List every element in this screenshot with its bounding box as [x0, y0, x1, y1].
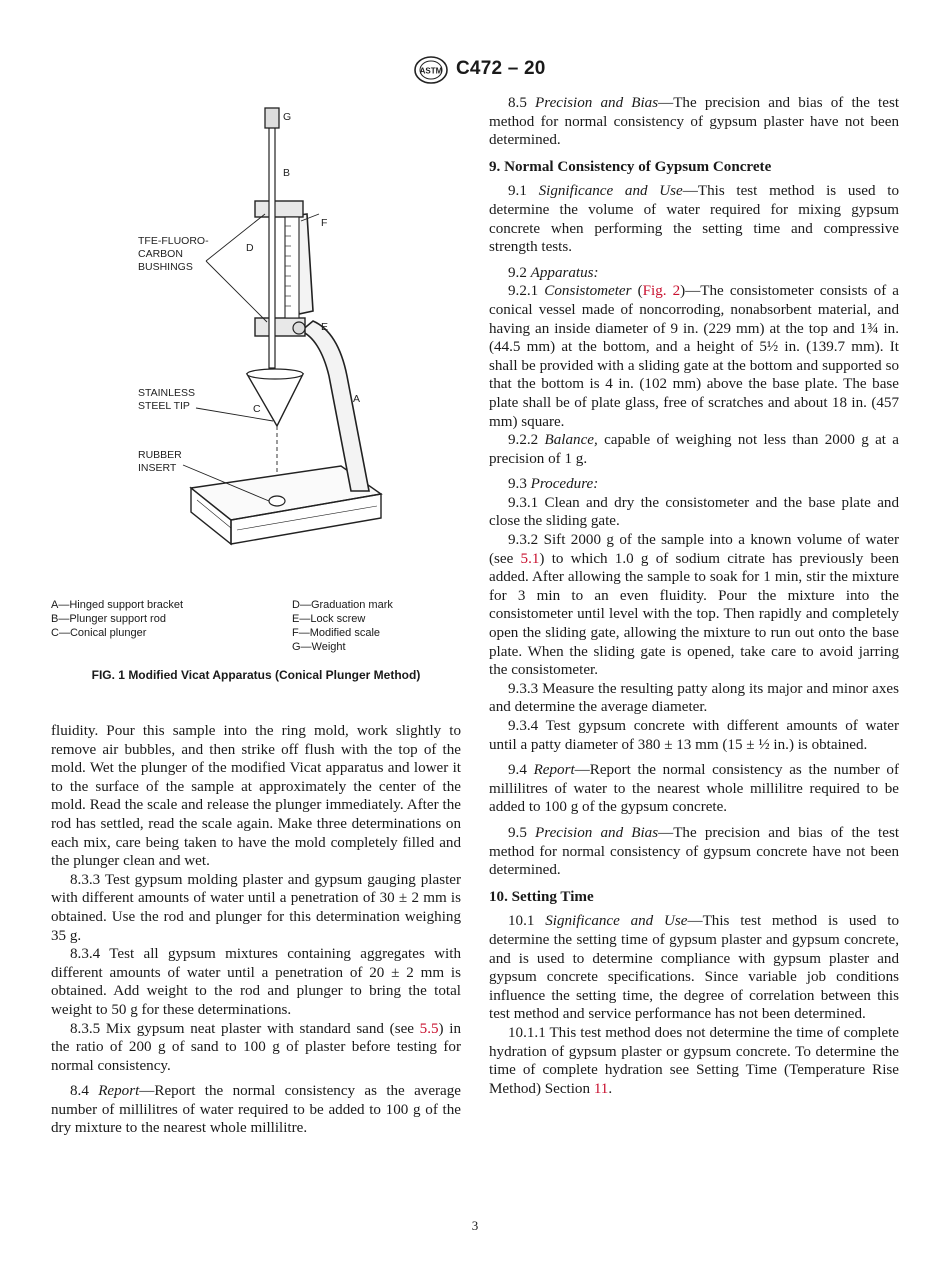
- label-g: G: [283, 111, 292, 123]
- legend-item: F—Modified scale: [292, 627, 381, 639]
- paragraph-10-1-1: 10.1.1 This test method does not determine the time of complete hydration of gypsum plaster or gypsum concrete. To determine the time of complete hydration see Setting Time (Temperature Rise Method) Section 11.: [489, 1024, 899, 1097]
- weight: [265, 108, 279, 128]
- label-insert-1: RUBBER: [138, 449, 182, 461]
- right-column: [489, 94, 899, 1098]
- paragraph-8-4: 8.4 Report—Report the normal consistency as the average number of millilitres of water required to be added to 100 g of the dry mixture to the nearest whole millilitre.: [51, 1083, 462, 1137]
- page-header: [0, 56, 950, 86]
- label-bushings-1: TFE-FLUORO-: [138, 235, 209, 247]
- paragraph-8-5: 8.5 Precision and Bias—The precision and bias of the test method for normal consistency of gypsum plaster have not been determined.: [489, 95, 900, 149]
- paragraph-9-2-1: 9.2.1 Consistometer (Fig. 2)—The consistometer consists of a conical vessel made of noncorroding, nonabsorbent material, and having an inside diameter of 9 in. (229 mm) at the top and 1¾ in. (44.5 mm) at the bottom, and a height of 5½ in. (139.7 mm). It shall be provided with a sliding gate at the bottom and supported so that the bottom is 4 in. (102 mm) above the base plate. The base plate shall be of plate glass, free of scratches and about 18 in. (457 mm) square.: [489, 283, 900, 430]
- legend-item: G—Weight: [292, 641, 346, 653]
- label-tip-2: STEEL TIP: [138, 400, 190, 412]
- paragraph-9-4: 9.4 Report—Report the normal consistency as the number of millilitres of water to the nearest whole millilitre required to be added to 100 g of the gypsum concrete.: [489, 762, 899, 816]
- label-b: B: [283, 167, 291, 179]
- label-a: A: [353, 393, 361, 405]
- paragraph-9-1: 9.1 Significance and Use—This test method is used to determine the volume of water required for mixing gypsum concrete when performing the setting time and compressive strength tests.: [489, 183, 899, 256]
- support-bracket: [291, 214, 369, 491]
- paragraph-9-2-2: 9.2.2 Balance, capable of weighing not less than 2000 g at a precision of 1 g.: [489, 432, 899, 467]
- label-e: E: [321, 321, 329, 333]
- paragraph-9-5: 9.5 Precision and Bias—The precision and bias of the test method for normal consistency of gypsum concrete have not been determined.: [489, 824, 900, 879]
- paragraph-8-3-3: 8.3.3 Test gypsum molding plaster and gypsum gauging plaster with different amounts of water until a penetration of 30 ± 2 mm is obtained. Use the rod and plunger for this determination weighing 35 g.: [51, 871, 461, 944]
- paragraph-9-3-3: 9.3.3 Measure the resulting patty along its major and minor axes and determine the average diameter.: [489, 680, 899, 716]
- document-number: C472 – 20: [456, 58, 546, 79]
- vicat-apparatus-figure: [51, 96, 461, 596]
- label-f: F: [321, 217, 328, 229]
- figure-caption: FIG. 1 Modified Vicat Apparatus (Conical Plunger Method): [91, 668, 421, 682]
- label-bushings-3: BUSHINGS: [138, 261, 193, 273]
- lock-screw: [293, 322, 305, 334]
- paragraph-9-3-4: 9.3.4 Test gypsum concrete with different amounts of water until a patty diameter of 380 ± 13 mm (15 ± ½ in.) is obtained.: [489, 718, 899, 753]
- astm-logo: [413, 56, 449, 84]
- section-heading-9: 9. Normal Consistency of Gypsum Concrete: [489, 158, 772, 175]
- paragraph-10-1: 10.1 Significance and Use—This test method is used to determine the setting time of gypsum plaster and gypsum concrete, and is used to determine compliance with gypsum plaster and gypsum concrete specifications. Since variable job conditions influence the setting time, the degree of correlation between this test method and service performance has not been determined.: [489, 913, 899, 1023]
- paragraph-9-3: 9.3 Procedure:: [508, 476, 599, 493]
- label-tip-1: STAINLESS: [138, 387, 195, 399]
- label-c: C: [253, 403, 261, 415]
- figure-legend-left: [51, 598, 183, 640]
- section-link[interactable]: 11: [593, 1080, 609, 1097]
- section-heading-10: 10. Setting Time: [489, 888, 594, 905]
- legend-item: D—Graduation mark: [292, 599, 393, 611]
- section-link[interactable]: 5.5: [419, 1020, 439, 1037]
- page-number: 3: [471, 1218, 479, 1233]
- left-column: [51, 722, 461, 1138]
- legend-item: C—Conical plunger: [51, 627, 147, 639]
- paragraph-8-3-5: 8.3.5 Mix gypsum neat plaster with standard sand (see 5.5) in the ratio of 200 g of sand to 100 g of plaster before testing for normal consistency.: [51, 1020, 462, 1074]
- paragraph-9-2: 9.2 Apparatus:: [508, 264, 599, 281]
- upper-holder: [255, 201, 303, 217]
- label-bushings-2: CARBON: [138, 248, 183, 260]
- legend-item: A—Hinged support bracket: [51, 599, 184, 611]
- section-link[interactable]: 5.1: [520, 550, 540, 567]
- legend-item: B—Plunger support rod: [51, 613, 166, 625]
- figure-legend-right: [292, 598, 393, 654]
- label-d: D: [246, 242, 254, 254]
- legend-item: E—Lock screw: [292, 613, 366, 625]
- label-insert-2: INSERT: [138, 462, 177, 474]
- rubber-insert: [269, 496, 285, 506]
- paragraph-9-3-2: 9.3.2 Sift 2000 g of the sample into a known volume of water (see 5.1) to which 1.0 g of sodium citrate has previously been added. After allowing the sample to soak for 1 min, stir the mixture for 3 min to an even fluidity. Pour the mixture into the consistometer until level with the top. Then rapidly and completely open the sliding gate, allowing the mixture to run out onto the base plate. When the sliding gate is opened, take care to avoid jarring the consistometer.: [489, 532, 899, 679]
- plunger-support-rod: [269, 120, 275, 368]
- figure-link[interactable]: Fig. 2: [642, 283, 681, 300]
- modified-scale: [285, 217, 299, 318]
- paragraph: fluidity. Pour this sample into the ring mold, work slightly to remove air bubbles, and then strike off flush with the top of the mold. Wet the plunger of the modified Vicat apparatus and lower it to the surface of the sample at approximately the center of the mold. Read the scale and release the plunger immediately. After the rod has settled, read the scale again. Make three determinations on each mix, care being taken to have the mold completely filled and the plunger clean and wet.: [51, 723, 461, 870]
- paragraph-8-3-4: 8.3.4 Test all gypsum mixtures containing aggregates with different amounts of water until a penetration of 20 ± 2 mm is obtained. Add weight to the rod and plunger to bring the total weight to 50 g for these determinations.: [51, 946, 461, 1018]
- paragraph-9-3-1: 9.3.1 Clean and dry the consistometer and the base plate and close the sliding gate.: [489, 494, 899, 530]
- logo-text: ASTM: [419, 66, 443, 76]
